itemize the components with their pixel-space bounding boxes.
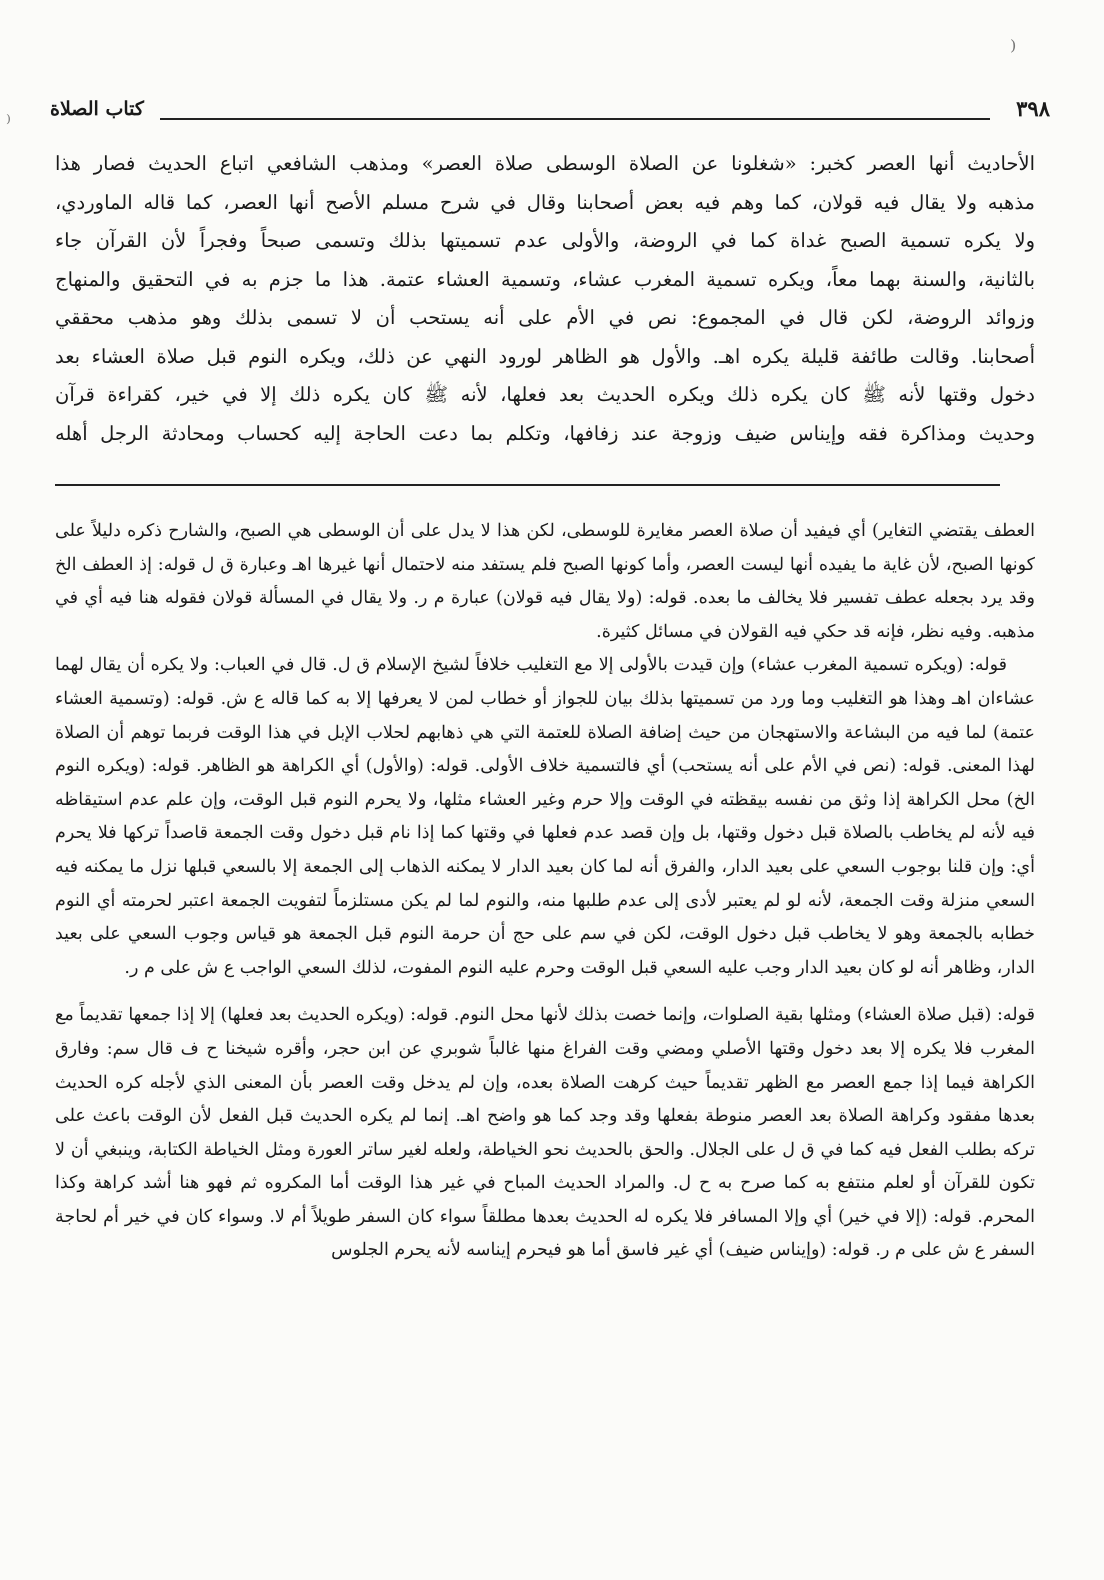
main-text-line: ولا يكره تسمية الصبح غداة كما في الروضة، والأولى عدم تسميتها بذلك وتسمى صبحاً وفجراً لأن القرآن جاء: [55, 229, 1035, 252]
main-text-line: الأحاديث أنها العصر كخبر: «شغلونا عن الصلاة الوسطى صلاة العصر» ومذهب الشافعي اتباع الحديث فصار هذا: [55, 152, 1035, 175]
main-text-line: أصحابنا. وقالت طائفة قليلة يكره اهـ. والأول هو الظاهر لورود النهي عن ذلك، ويكره النوم قبل صلاة العشاء بعد: [55, 344, 1035, 368]
main-text-line: بالثانية، والسنة بهما معاً، ويكره تسمية المغرب عشاء، وتسمية العشاء عتمة. هذا ما جزم به في التحقيق والمنهاج: [55, 267, 1035, 291]
main-text-line: وزوائد الروضة، لكن قال في المجموع: نص في الأم على أنه يستحب أن لا تسمى بذلك وهو مذهب محققي: [55, 306, 1035, 329]
margin-scribble-left: ⁾: [6, 110, 11, 134]
page-header: [40, 96, 1080, 130]
commentary: [55, 515, 1035, 1268]
book-title: كتاب الصلاة: [50, 98, 144, 120]
commentary-paragraph: قوله: (ويكره تسمية المغرب عشاء) وإن قيدت بالأولى إلا مع التغليب خلافاً لشيخ الإسلام ق ل. قال في العباب: ولا يكره أن يقال لهما عشاءان اهـ وهذا هو التغليب وما ورد من تسميتها بذلك بيان للجواز أو خطاب لمن لا يعرفها إلا به كما قاله ع ش. قوله: (وتسمية العشاء عتمة) لما فيه من البشاعة والاستهجان من حيث إضافة الصلاة للعتمة التي هي ذهابهم لحلاب الإبل في هذا الوقت فربما توهم أن الصلاة لهذا المعنى. قوله: (نص في الأم على أنه يستحب) أي فالتسمية خلاف الأولى. قوله: (والأول) أي الكراهة هو الظاهر. قوله: (ويكره النوم الخ) محل الكراهة إذا وثق من نفسه بيقظته في الوقت وإلا حرم وغير العشاء مثلها، ولا يحرم النوم قبل الوقت، وإن علم عدم استيقاظه فيه لأنه لم يخاطب بالصلاة قبل دخول وقتها، بل وإن قصد عدم فعلها في وقتها كما إذا نام قبل دخول وقت الجمعة قاصداً تركها فلا يحرم أي: وإن قلنا بوجوب السعي على بعيد الدار، والفرق أنه لما كان بعيد الدار لا يمكنه الذهاب إلى الجمعة إلا بالسعي قبلها نزل ما يمكنه فيه السعي منزلة وقت الجمعة، لأنه لو لم يعتبر لأدى إلى عدم طلبها منه، والنوم لما لم يكن مستلزماً لتفويت الجمعة اعتبر لحرمته أي النوم خطابه بالجمعة وهو لا يخاطب قبل دخول الوقت، لكن في سم على حج أن حرمة النوم قبل الجمعة هو قياس وجوب السعي على بعيد الدار، وظاهر أنه لو كان بعيد الدار وجب عليه السعي قبل الوقت وحرم عليه النوم المفوت، لذلك السعي الواجب ع ش على م ر.: [55, 655, 1036, 978]
page-number: ٣٩٨: [1016, 96, 1050, 121]
main-text-line: دخول وقتها لأنه ﷺ كان يكره ذلك ويكره الحديث بعد فعلها، لأنه ﷺ كان يكره ذلك إلا في خير، كقراءة قرآن: [55, 383, 1035, 406]
main-text-line: وحديث ومذاكرة فقه وإيناس ضيف وزوجة عند زفافها، وتكلم بما دعت الحاجة إليه كحساب ومحادثة الرجل أهله: [55, 421, 1035, 445]
footnote-divider: [55, 484, 1000, 486]
header-rule: [160, 118, 990, 120]
main-text: [55, 145, 1035, 453]
margin-scribble: ⁾: [1010, 36, 1017, 66]
main-text-line: مذهبه ولا يقال فيه قولان، كما وهم فيه بعض أصحابنا وقال في شرح مسلم الأصح أنها العصر، كما قاله الماوردي،: [55, 190, 1035, 214]
commentary-paragraph: العطف يقتضي التغاير) أي فيفيد أن صلاة العصر مغايرة للوسطى، لكن هذا لا يدل على أن الوسطى هي الصبح، والشارح ذكره دليلاً على كونها الصبح، لأن غاية ما يفيده أنها ليست العصر، وأما كونها الصبح فلم يستفد منه لاحتمال أنها غيرها اهـ وعبارة ق ل قوله: إذ العطف الخ وقد يرد بجعله عطف تفسير فلا يخالف ما بعده. قوله: (ولا يقال فيه قولان) عبارة م ر. ولا يقال في المسألة قولان فقوله هنا فيه أي في مذهبه. وفيه نظر، فإنه قد حكي فيه القولان في مسائل كثيرة.: [55, 521, 1035, 642]
commentary-paragraph: قوله: (قبل صلاة العشاء) ومثلها بقية الصلوات، وإنما خصت بذلك لأنها محل النوم. قوله: (ويكره الحديث بعد فعلها) إلا إذا جمعها تقديماً مع المغرب فلا يكره إلا بعد دخول وقتها الأصلي ومضي وقت الفراغ منها غالباً شوبري عن ابن حجر، وأقره شيخنا ح ف قال سم: وفارق الكراهة فيما إذا جمع العصر مع الظهر تقديماً حيث كرهت الصلاة بعده، وإن لم يدخل وقت العصر بأن المعنى الذي لأجله كره الحديث بعدها مفقود وكراهة الصلاة بعد العصر منوطة بفعلها وقد وجد كما هو واضح اهـ. إنما لم يكره الحديث قبل الفعل لأن الوقت باعث على تركه بطلب الفعل فيه كما في ق ل على الجلال. والحق بالحديث نحو الخياطة، ولعله لغير ساتر العورة ومثل الخياطة الكتابة، وينبغي أن لا تكون للقرآن أو لعلم منتفع به كما صرح به ح ل. والمراد الحديث المباح في غير هذا الوقت أما المكروه ثم فهو هنا أشد كراهة وكذا المحرم. قوله: (إلا في خير) أي وإلا المسافر فلا يكره له الحديث بعدها مطلقاً سواء كان السفر طويلاً أم لا. وسواء كان في خير أم لحاجة السفر ع ش على م ر. قوله: (وإيناس ضيف) أي غير فاسق أما هو فيحرم إيناسه لأنه يحرم الجلوس: [55, 1005, 1035, 1261]
